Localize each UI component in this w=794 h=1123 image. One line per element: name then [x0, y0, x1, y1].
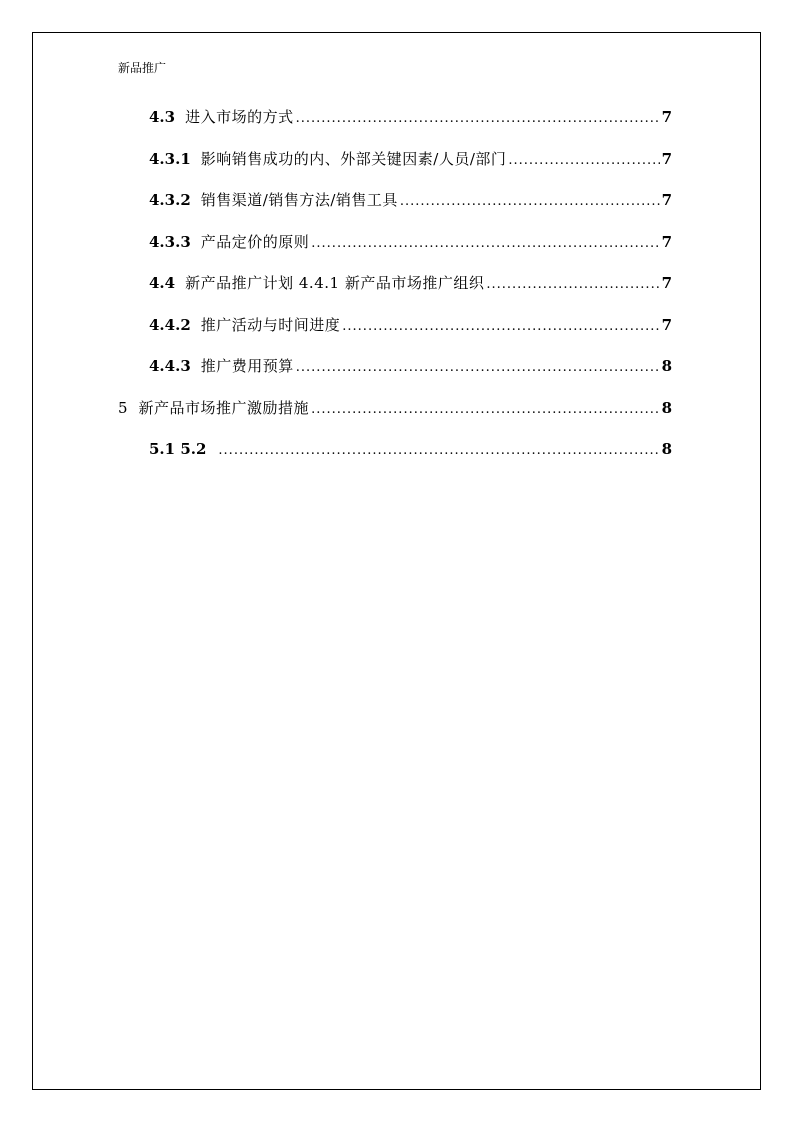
toc-entry-number: 4.4	[149, 274, 176, 292]
toc-entry-page: 7	[661, 274, 672, 292]
dot-leader	[311, 232, 659, 256]
toc-entry-page: 7	[661, 315, 672, 334]
toc-entry-number: 4.3	[149, 108, 176, 126]
toc-entry-page: 7	[661, 108, 672, 126]
toc-entry-number: 4.4.2	[149, 315, 191, 334]
toc-entry-title: 影响销售成功的内、外部关键因素/人员/部门	[200, 149, 507, 168]
toc-entry-5[interactable]	[118, 396, 672, 438]
table-of-contents	[118, 105, 672, 479]
toc-entry-title: 推广活动与时间进度	[200, 315, 341, 334]
toc-entry-4-3-3[interactable]	[118, 230, 672, 272]
toc-entry-title: 推广费用预算	[200, 357, 294, 375]
dot-leader	[486, 273, 659, 297]
toc-entry-number: 4.3.2	[149, 191, 191, 209]
dot-leader	[218, 439, 659, 463]
toc-entry-4-3[interactable]	[118, 105, 672, 147]
toc-entry-title: 产品定价的原则	[200, 232, 310, 251]
toc-entry-number: 4.3.3	[149, 232, 191, 251]
toc-entry-4-4-3[interactable]	[118, 354, 672, 396]
toc-entry-page: 8	[661, 398, 672, 417]
dot-leader	[311, 398, 660, 422]
toc-entry-4-3-2[interactable]	[118, 188, 672, 230]
toc-entry-4-4[interactable]	[118, 271, 672, 313]
toc-entry-4-3-1[interactable]	[118, 147, 672, 189]
dot-leader	[508, 149, 659, 173]
toc-entry-page: 7	[661, 191, 672, 209]
toc-entry-page: 8	[661, 357, 672, 375]
toc-entry-page: 7	[661, 149, 672, 168]
dot-leader	[296, 356, 660, 380]
dot-leader	[342, 315, 659, 339]
toc-entry-page: 7	[661, 232, 672, 251]
toc-entry-number: 4.3.1	[149, 149, 191, 168]
toc-entry-number: 4.4.3	[149, 357, 191, 375]
page-header: 新品推广	[118, 61, 167, 75]
toc-entry-number: 5	[118, 398, 128, 417]
toc-entry-title: 销售渠道/销售方法/销售工具	[200, 191, 398, 209]
toc-entry-title: 进入市场的方式	[185, 108, 294, 126]
dot-leader	[400, 190, 660, 214]
toc-entry-title: 新产品市场推广激励措施	[138, 398, 310, 417]
toc-entry-4-4-2[interactable]	[118, 313, 672, 355]
dot-leader	[296, 107, 660, 131]
toc-entry-number: 5.1 5.2	[149, 440, 207, 458]
toc-entry-title: 新产品推广计划 4.4.1 新产品市场推广组织	[185, 274, 485, 292]
toc-entry-5-1-5-2[interactable]	[118, 437, 672, 479]
toc-entry-page: 8	[661, 440, 672, 458]
